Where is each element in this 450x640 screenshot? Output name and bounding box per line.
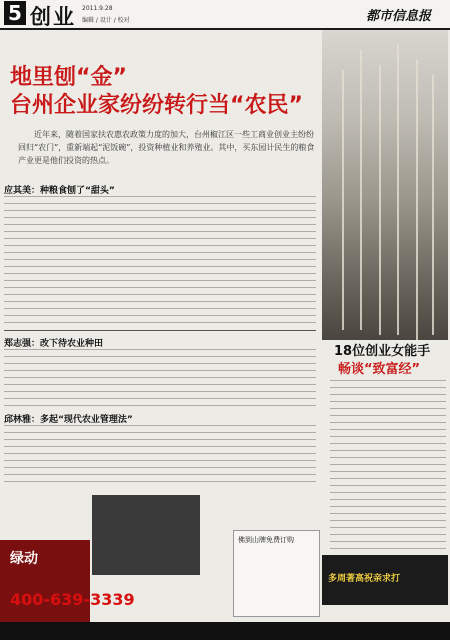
article-text-2 — [4, 349, 316, 407]
meta-date: 2011.9.28 — [82, 5, 113, 12]
rice-field-photo — [322, 30, 448, 340]
right-headline-1: 18位创业女能手 — [334, 344, 431, 359]
headline-line1: 地里刨“金” — [10, 65, 127, 90]
ad-product-photo — [92, 495, 200, 575]
meta-editors: 编辑 / 设计 / 校对 — [82, 17, 130, 24]
footer-bar — [0, 622, 450, 640]
ad-brand: 绿动 — [10, 551, 38, 567]
right-headline-2: 畅谈“致富经” — [338, 362, 421, 377]
subhead-2: 郑志强：改下待农业种田 — [4, 339, 104, 349]
article-text-3 — [4, 425, 316, 487]
ad-phone: 400-639-3339 — [10, 590, 135, 609]
headline-line2: 台州企业家纷纷转行当“农民” — [10, 93, 303, 118]
section-title: 创业 — [30, 5, 76, 29]
article-text-1 — [4, 196, 316, 324]
subhead-1: 应其美：种粮食刨了“甜头” — [4, 186, 115, 196]
ad-box-title: 佛到山牌免费订购 — [238, 536, 294, 544]
lead-paragraph: 近年来，随着国家扶农惠农政策力度的加大，台州椒江区一些工商业创业主纷纷回归“农门”，重新端起“泥饭碗”，投资种植业和养殖业。其中，买东园计民生的粮食产业更是他们投资的热点。 — [18, 130, 315, 165]
right-article-text — [330, 380, 446, 550]
paper-name: 都市信息报 — [366, 9, 432, 24]
subhead-3: 邱林雅：多起“现代农业管理法” — [4, 415, 133, 425]
divider-1 — [4, 330, 316, 331]
page-number: 5 — [4, 1, 26, 25]
ad-strip-text: 多周著高祝亲求打 — [328, 574, 401, 584]
